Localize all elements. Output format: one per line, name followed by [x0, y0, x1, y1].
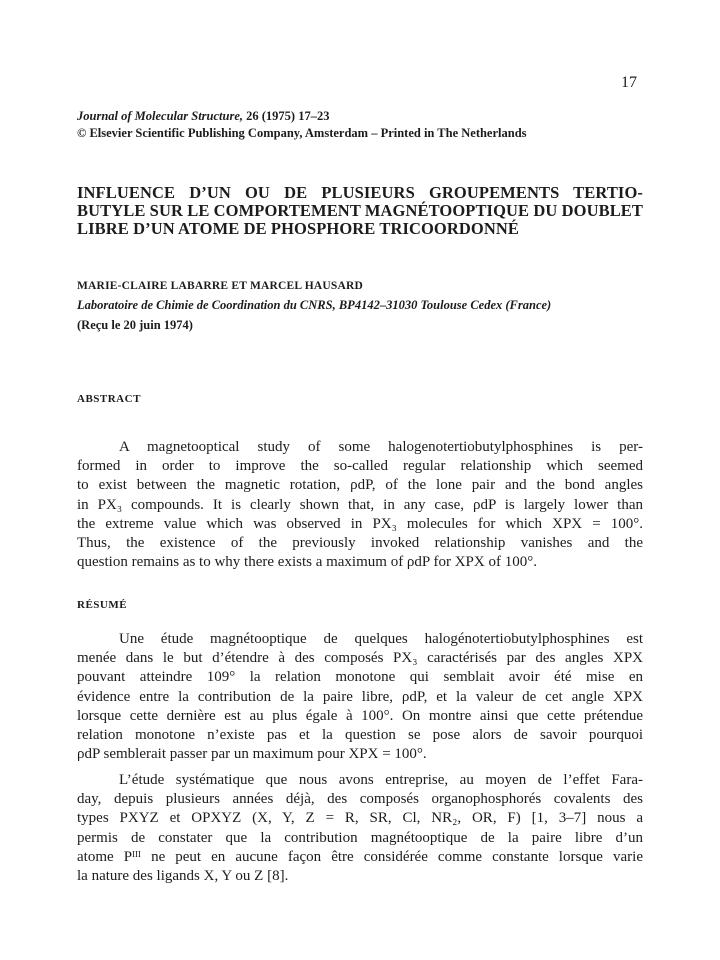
resume-line: évidence entre la contribution de la paire libre, ρdP, et la valeur de cet angle XPX: [77, 688, 643, 705]
abstract-line: question remains as to why there exists a maximum of ρdP for XPX of 100°.: [77, 554, 537, 571]
abstract-line: A magnetooptical study of some halogenotertiobutylphosphines is per-: [119, 439, 643, 455]
authors: MARIE-CLAIRE LABARRE ET MARCEL HAUSARD: [77, 280, 363, 292]
abstract-text: [77, 438, 643, 572]
abstract-heading: ABSTRACT: [77, 393, 141, 405]
resume-line: pouvant atteindre 109° la relation monotone qui semblait avoir été mise en: [77, 669, 643, 686]
body-line: day, depuis plusieurs années déjà, des composés organophosphorés covalents des: [77, 791, 643, 808]
abstract-line: Thus, the existence of the previously invoked relationship vanishes and the: [77, 535, 643, 552]
resume-line: Une étude magnétooptique de quelques halogénotertiobutylphosphines est: [119, 631, 643, 647]
abstract-line: the extreme value which was observed in PX₃ molecules for which XPX = 100°.: [77, 515, 643, 532]
title-line: LIBRE D’UN ATOME DE PHOSPHORE TRICOORDONNÉ: [77, 219, 519, 238]
journal-title: Journal of Molecular Structure,: [77, 109, 244, 123]
resume-line: ρdP semblerait passer par un maximum pour XPX = 100°.: [77, 746, 427, 763]
abstract-line: formed in order to improve the so-called regular relationship which seemed: [77, 458, 643, 475]
resume-text: [77, 630, 643, 764]
journal-header: [77, 108, 527, 142]
body-line: permis de constater que la contribution magnétooptique de la paire libre d’un: [77, 829, 643, 846]
page-number: 17: [621, 74, 637, 91]
body-line: types PXYZ et OPXYZ (X, Y, Z = R, SR, Cl, NR₂, OR, F) [1, 3–7] nous a: [77, 810, 643, 827]
title-line: BUTYLE SUR LE COMPORTEMENT MAGNÉTOOPTIQUE DU DOUBLET: [77, 201, 644, 220]
journal-copyright: © Elsevier Scientific Publishing Company, Amsterdam – Printed in The Netherlands: [77, 126, 527, 140]
abstract-line: in PX₃ compounds. It is clearly shown that, in any case, ρdP is largely lower than: [77, 496, 643, 513]
journal-volume-pages: 26 (1975) 17–23: [243, 109, 330, 123]
title-line: INFLUENCE D’UN OU DE PLUSIEURS GROUPEMENTS TERTIO-: [77, 183, 643, 202]
body-text: [77, 771, 643, 886]
resume-line: lorsque cette dernière est au plus égale à 100°. On montre ainsi que cette prétendue: [77, 707, 643, 724]
resume-line: menée dans le but d’étendre à des composés PX₃ caractérisés par des angles XPX: [77, 650, 643, 667]
body-line: la nature des ligands X, Y ou Z [8].: [77, 868, 289, 885]
body-line: atome Pᴵᴵᴵ ne peut en aucune façon être considérée comme constante lorsque varie: [77, 848, 643, 865]
body-line: L’étude systématique que nous avons entreprise, au moyen de l’effet Fara-: [119, 772, 643, 788]
abstract-line: to exist between the magnetic rotation, ρdP, of the lone pair and the bond angles: [77, 477, 643, 494]
resume-heading: RÉSUMÉ: [77, 599, 128, 611]
journal-citation: [77, 108, 527, 125]
article-title: [77, 184, 643, 238]
resume-line: relation monotone n’existe pas et la question se pose alors de savoir pourquoi: [77, 727, 643, 744]
affiliation: Laboratoire de Chimie de Coordination du CNRS, BP4142–31030 Toulouse Cedex (France): [77, 298, 552, 312]
received-date: (Reçu le 20 juin 1974): [77, 318, 193, 332]
